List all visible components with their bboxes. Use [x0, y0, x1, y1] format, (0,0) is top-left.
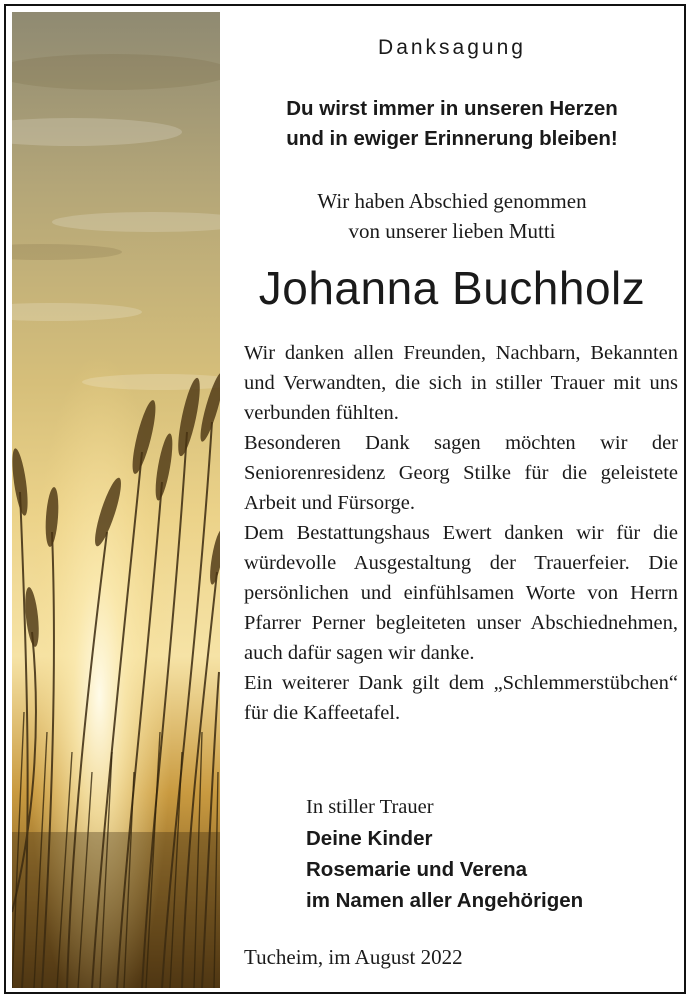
- page-title: Danksagung: [378, 36, 526, 59]
- motto-line: Du wirst immer in unseren Herzen: [286, 97, 618, 120]
- thanks-paragraph: Ein weiterer Dank gilt dem „Schlemmerstübchen“ für die Kaffeetafel.: [244, 672, 678, 724]
- place-date: Tucheim, im August 2022: [244, 945, 463, 969]
- obituary-notice: [4, 4, 686, 994]
- thanks-paragraph: Wir danken allen Freunden, Nachbarn, Bekannten und Verwandten, die sich in stiller Trauer mit uns verbunden fühlten.: [244, 342, 678, 424]
- signature-block: [306, 792, 686, 916]
- thanks-paragraph: Dem Bestattungshaus Ewert danken wir für die würdevolle Ausgestaltung der Trauerfeier. Die persönlichen und einfühlsamen Worte von Herrn Pfarrer Perner begleiteten unser Abschiednehmen, auch dafür sagen wir danke.: [244, 522, 678, 664]
- thanks-paragraph: Besonderen Dank sagen möchten wir der Seniorenresidenz Georg Stilke für die geleistete Arbeit und Fürsorge.: [244, 432, 678, 514]
- thanks-text: [244, 338, 678, 728]
- signature-line: im Namen aller Angehörigen: [306, 889, 584, 912]
- motto-line: und in ewiger Erinnerung bleiben!: [286, 127, 618, 150]
- intro-line: Wir haben Abschied genommen: [317, 189, 587, 213]
- signature-line: Deine Kinder: [306, 827, 433, 850]
- text-column: [228, 6, 676, 992]
- intro-line: von unserer lieben Mutti: [348, 219, 556, 243]
- deceased-name: Johanna Buchholz: [258, 262, 646, 314]
- signature-intro: In stiller Trauer: [306, 796, 434, 818]
- signature-line: Rosemarie und Verena: [306, 858, 528, 881]
- reed-sunset-photo: [12, 12, 220, 988]
- motto: [228, 94, 676, 154]
- intro: [228, 186, 676, 246]
